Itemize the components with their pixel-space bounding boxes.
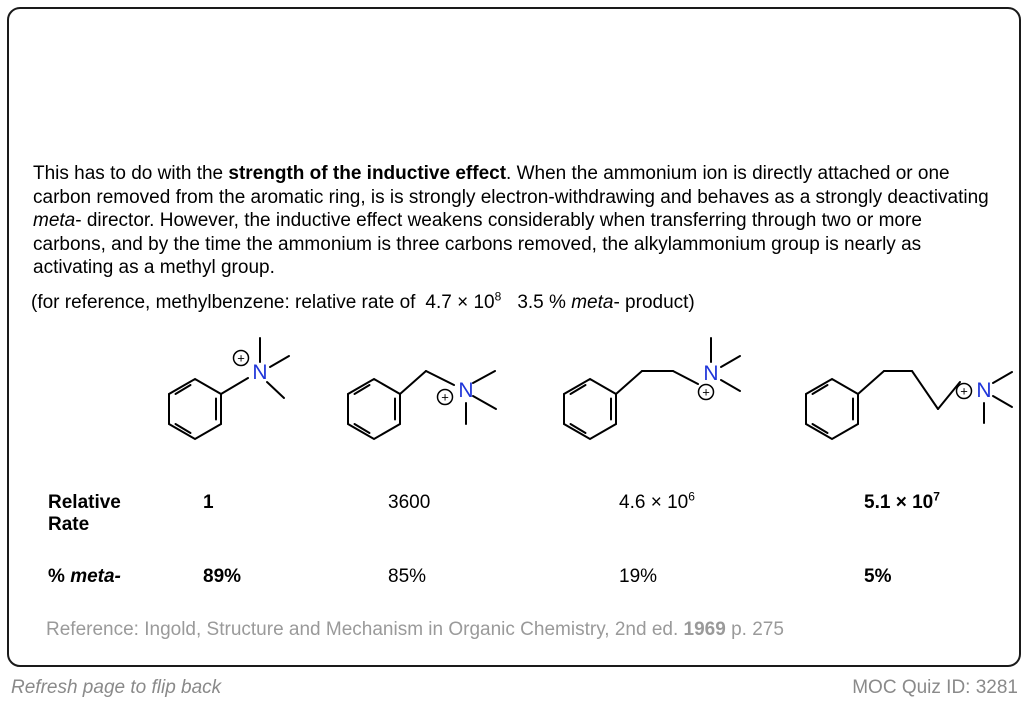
- explanation-meta: meta: [33, 210, 76, 232]
- meta-cell-3: 19%: [619, 566, 658, 587]
- meta-cell-2: 85%: [388, 566, 427, 587]
- rate-cell-2: 3600: [388, 492, 431, 513]
- rate-cell-4: $5.1 \times 10^7$: [864, 489, 940, 513]
- svg-text:+: +: [702, 384, 710, 400]
- meta-cell-4: 5%: [864, 566, 892, 587]
- meta-percent-label: % meta-: [48, 566, 121, 587]
- nitrogen-label: N: [976, 379, 992, 402]
- explanation-text: This has to do with the strength of the inductive effect. When the ammonium ion is directly attached or one carbon removed from the aromatic ring, is is strongly electron-withdrawing and behaves as a strongly deactivating meta- director. However, the inductive effect weakens considerably when transferring through two or more carbons, and by the time the ammonium is three carbons removed, the alkylammonium group is nearly as activating as a methyl group.: [33, 163, 989, 279]
- structure-benzylammonium: [348, 371, 496, 439]
- flip-back-hint[interactable]: Refresh page to flip back: [11, 677, 222, 698]
- svg-text:+: +: [960, 383, 968, 399]
- relative-rate-label: Relative Rate: [48, 492, 121, 535]
- meta-cell-1: 89%: [203, 566, 242, 587]
- nitrogen-label: N: [458, 379, 474, 402]
- quiz-id: MOC Quiz ID: 3281: [852, 677, 1018, 698]
- rate-cell-1: 1: [203, 492, 214, 513]
- structure-phenethylammonium: [564, 338, 740, 439]
- explanation-emphasis: strength of the inductive effect: [228, 163, 507, 184]
- rate-cell-3: $4.6 \times 10^6$: [619, 489, 695, 513]
- svg-text:+: +: [441, 389, 449, 405]
- methylbenzene-reference: (for reference, methylbenzene: relative rate of $4.7 \times 10^8$ 3.5 % meta- product): [31, 289, 695, 313]
- structure-anilinium: [169, 338, 289, 439]
- citation: Reference: Ingold, Structure and Mechanism in Organic Chemistry, 2nd ed. 1969 p. 275: [46, 619, 784, 640]
- structure-phenylpropylammonium: [806, 371, 1012, 439]
- svg-text:+: +: [237, 350, 245, 366]
- nitrogen-label: N: [703, 362, 719, 385]
- nitrogen-label: N: [252, 361, 268, 384]
